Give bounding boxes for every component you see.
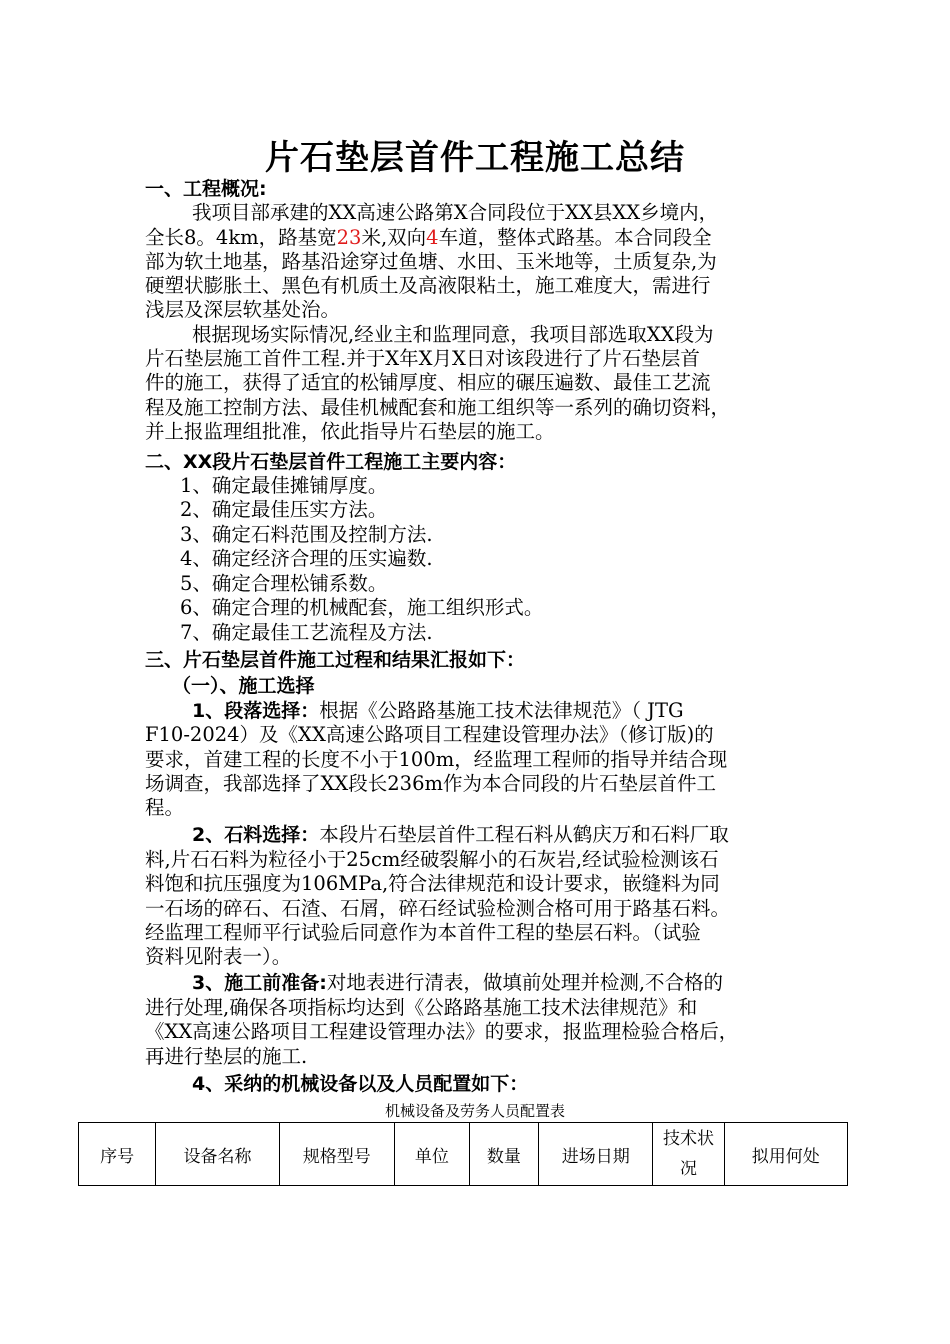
paragraph-line: 一石场的碎石、石渣、石屑，碎石经试验检测合格可用于路基石料。 <box>145 897 731 920</box>
column-header: 数量 <box>469 1123 538 1186</box>
paragraph-line: 并上报监理组批准，依此指导片石垫层的施工。 <box>145 420 555 443</box>
column-header: 设备名称 <box>156 1123 279 1186</box>
paragraph-line: 我项目部承建的XX高速公路第X合同段位于XX县XX乡境内， <box>192 201 719 224</box>
list-item: 2、确定最佳压实方法。 <box>180 498 388 521</box>
paragraph-line: 资料见附表一）。 <box>145 945 292 968</box>
equipment-heading: 4、采纳的机械设备以及人员配置如下： <box>192 1073 529 1095</box>
column-header: 序号 <box>79 1123 156 1186</box>
paragraph-line: 根据现场实际情况,经业主和监理同意，我项目部选取XX段为 <box>192 323 714 346</box>
paragraph-line: 场调查，我部选择了XX段长236m作为本合同段的片石垫层首件工 <box>145 772 716 795</box>
list-item: 5、确定合理松铺系数。 <box>180 572 388 595</box>
paragraph-line: 浅层及深层软基处治。 <box>145 298 341 321</box>
table-caption: 机械设备及劳务人员配置表 <box>384 1102 565 1120</box>
equipment-table <box>78 1122 848 1186</box>
road-width-value: 23 <box>336 226 362 249</box>
column-header: 进场日期 <box>539 1123 653 1186</box>
lane-count-value: 4 <box>426 226 439 249</box>
paragraph-line <box>192 823 729 847</box>
paragraph-line: 硬塑状膨胀土、黑色有机质土及高液限粘土，施工难度大，需进行 <box>145 274 711 297</box>
item-label: 2、石料选择： <box>192 824 320 846</box>
paragraph-line: 程及施工控制方法、最佳机械配套和施工组织等一系列的确切资料， <box>145 396 731 419</box>
table-header-row <box>79 1123 848 1186</box>
paragraph-line: 要求，首建工程的长度不小于100m，经监理工程师的指导并结合现 <box>145 748 728 771</box>
text-span: 根据《公路路基施工技术法律规范》（ JTG <box>319 699 684 722</box>
paragraph-line: 进行处理,确保各项指标均达到《公路路基施工技术法律规范》和 <box>145 996 698 1019</box>
text-span: 对地表进行清表，做填前处理并检测,不合格的 <box>326 971 724 994</box>
paragraph-line: F10-2024）及《XX高速公路项目工程建设管理办法》（修订版)的 <box>145 723 714 746</box>
section-3-heading: 三、片石垫层首件施工过程和结果汇报如下： <box>145 649 526 671</box>
paragraph-line <box>145 226 712 250</box>
column-header: 规格型号 <box>279 1123 394 1186</box>
paragraph-line: 部为软土地基，路基沿途穿过鱼塘、水田、玉米地等，土质复杂,为 <box>145 250 717 273</box>
paragraph-line: 再进行垫层的施工. <box>145 1045 308 1068</box>
column-header: 拟用何处 <box>724 1123 847 1186</box>
text-span: 本段片石垫层首件工程石料从鹤庆万和石料厂取 <box>319 823 729 846</box>
paragraph-line: 件的施工，获得了适宜的松铺厚度、相应的碾压遍数、最佳工艺流 <box>145 371 711 394</box>
text-span: 车道，整体式路基。本合同段全 <box>438 226 712 249</box>
subsection-heading: （一）、施工选择 <box>172 675 315 697</box>
section-2-heading: 二、XX段片石垫层首件工程施工主要内容： <box>145 451 517 473</box>
list-item: 3、确定石料范围及控制方法. <box>180 523 433 546</box>
paragraph-line: 片石垫层施工首件工程.并于X年X月X日对该段进行了片石垫层首 <box>145 347 700 370</box>
item-label: 3、施工前准备: <box>192 972 327 994</box>
list-item: 7、确定最佳工艺流程及方法. <box>180 621 433 644</box>
column-header: 单位 <box>395 1123 470 1186</box>
paragraph-line: 料饱和抗压强度为106MPa,符合法律规范和设计要求，嵌缝料为同 <box>145 872 720 895</box>
text-span: 全长8。4km，路基宽 <box>145 226 337 249</box>
list-item: 6、确定合理的机械配套，施工组织形式。 <box>180 596 544 619</box>
paragraph-line: 经监理工程师平行试验后同意作为本首件工程的垫层石料。（试验 <box>145 921 701 944</box>
paragraph-line: 《XX高速公路项目工程建设管理办法》的要求，报监理检验合格后， <box>145 1020 739 1043</box>
paragraph-line: 程。 <box>145 796 185 819</box>
text-span: 米,双向 <box>361 226 427 249</box>
column-header: 技术状况 <box>653 1123 724 1186</box>
list-item: 1、确定最佳摊铺厚度。 <box>180 474 388 497</box>
paragraph-line <box>192 699 684 723</box>
section-1-heading: 一、工程概况: <box>145 178 267 200</box>
item-label: 1、段落选择： <box>192 700 320 722</box>
page-title: 片石垫层首件工程施工总结 <box>265 138 685 178</box>
paragraph-line: 料,片石石料为粒径小于25cm经破裂解小的石灰岩,经试验检测该石 <box>145 848 719 871</box>
paragraph-line <box>192 971 723 995</box>
list-item: 4、确定经济合理的压实遍数. <box>180 547 433 570</box>
